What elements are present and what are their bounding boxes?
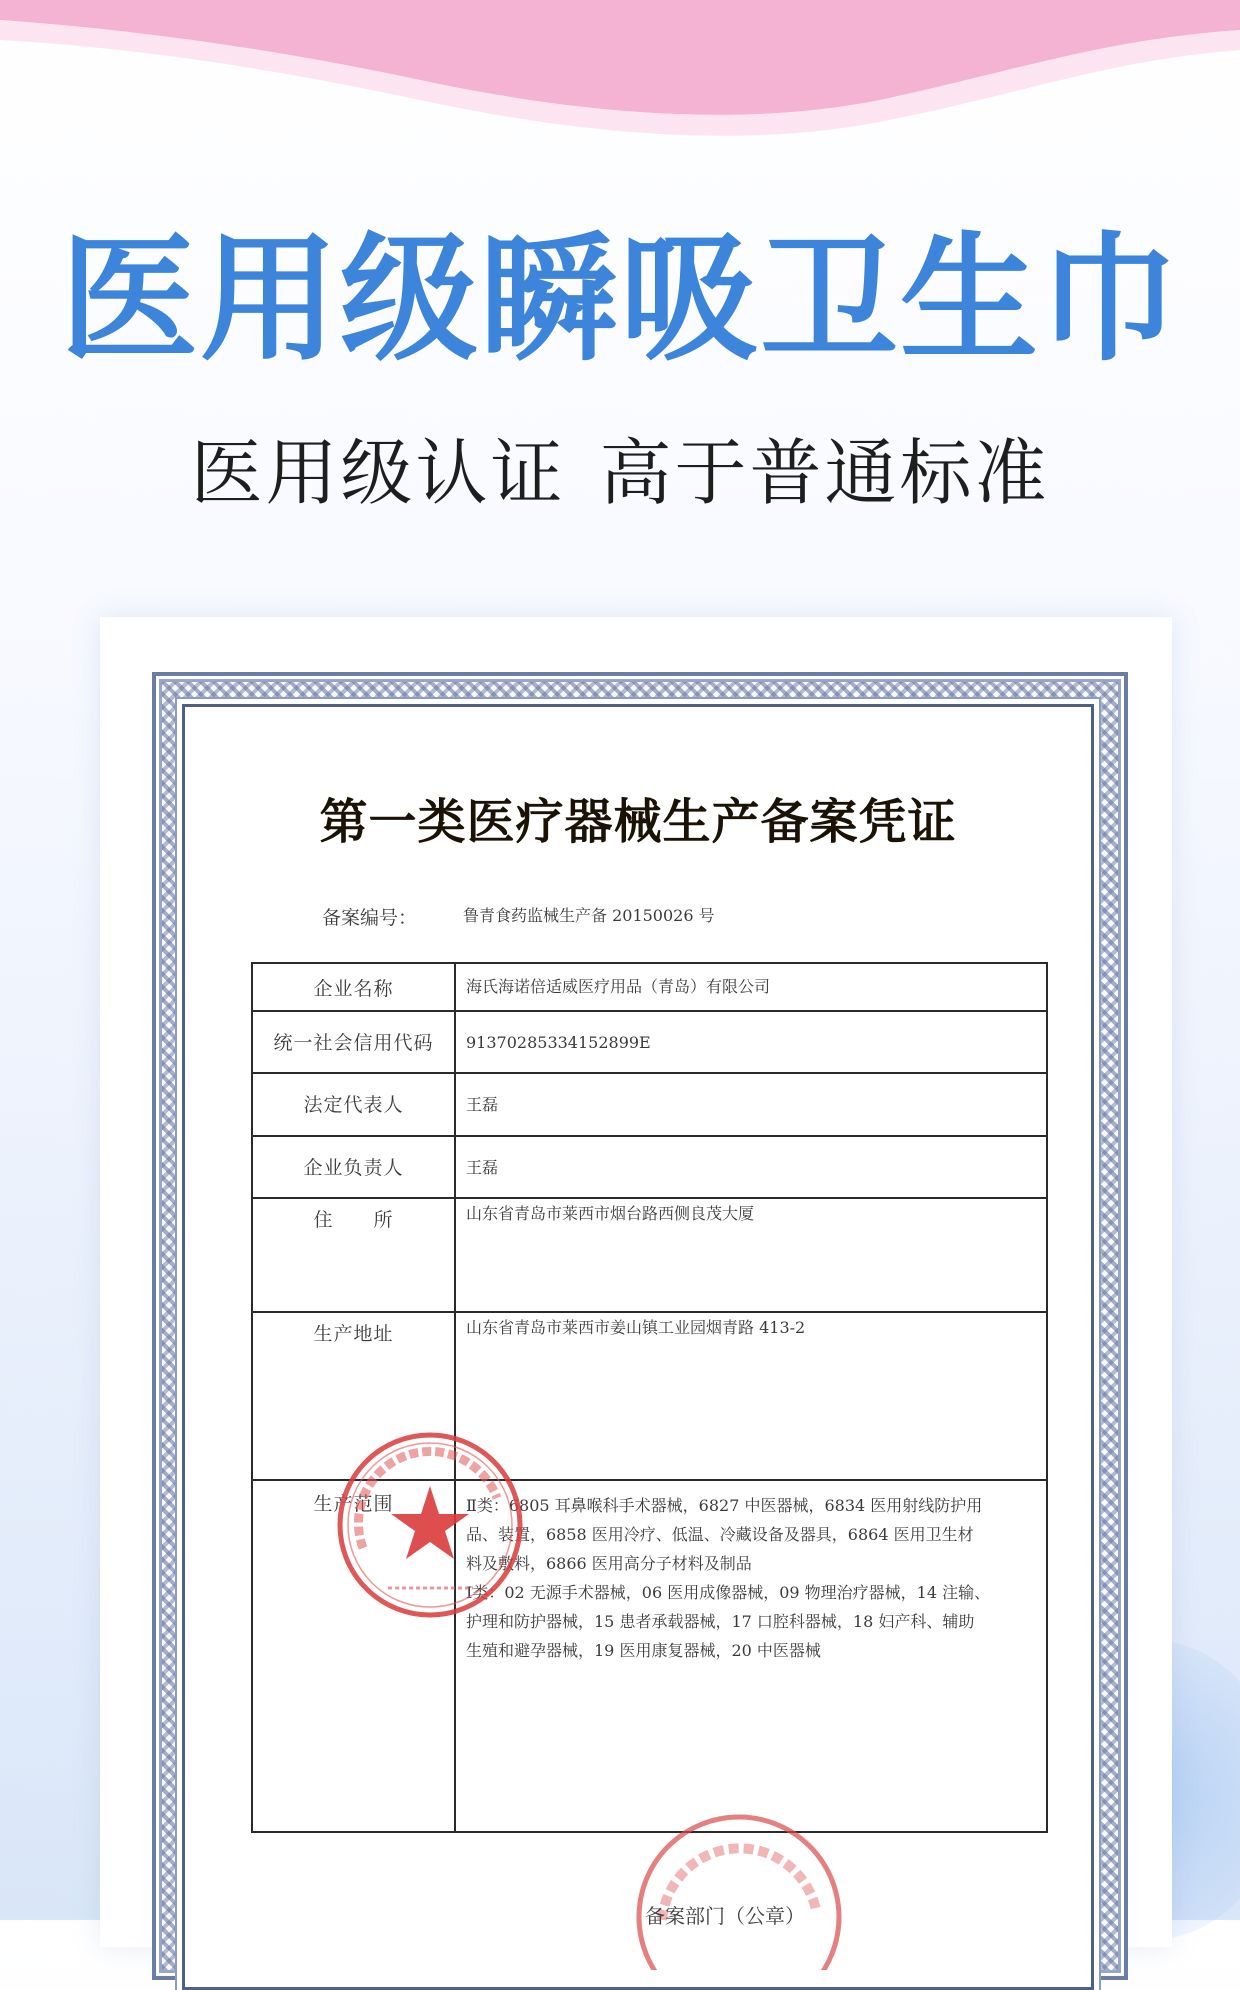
row-label-company-name: 企业名称 (313, 978, 394, 1000)
table-row (252, 1073, 1047, 1136)
row-value-production-address: 山东省青岛市莱西市姜山镇工业园烟青路 413-2 (466, 1318, 806, 1337)
registration-number-label: 备案编号： (322, 907, 418, 929)
company-seal-stamp (333, 1428, 527, 1622)
scope-line: 料及敷料，6866 医用高分子材料及制品 (466, 1554, 752, 1573)
row-value-credit-code: 91370285334152899E (466, 1033, 651, 1052)
subheadline-part2: 高于普通标准 (599, 431, 1050, 515)
scope-line: 护理和防护器械，15 患者承载器械，17 口腔科器械，18 妇产科、辅助 (466, 1612, 975, 1631)
certificate-info-table (251, 962, 1048, 1833)
row-value-address: 山东省青岛市莱西市烟台路西侧良茂大厦 (466, 1204, 755, 1223)
scope-line: 生殖和避孕器械，19 医用康复器械，20 中医器械 (466, 1641, 821, 1660)
table-row (252, 1198, 1047, 1312)
table-row (252, 963, 1047, 1011)
filing-department-label: 备案部门（公章） (645, 1904, 805, 1928)
row-label-responsible: 企业负责人 (303, 1157, 404, 1179)
top-pink-wave (0, 0, 1240, 160)
subheadline-part1: 医用级认证 (190, 431, 566, 515)
row-value-company-name: 海氏海诺倍适威医疗用品（青岛）有限公司 (466, 977, 771, 996)
scope-text-block (455, 1480, 1047, 1832)
table-row (252, 1011, 1047, 1073)
row-label-legal-rep: 法定代表人 (303, 1094, 404, 1116)
row-label-production-address: 生产地址 (313, 1323, 394, 1345)
page-subheadline (0, 425, 1240, 521)
department-seal-stamp (632, 1810, 847, 1970)
certificate-title: 第一类医疗器械生产备案凭证 (319, 794, 957, 850)
table-row (252, 1136, 1047, 1198)
row-value-legal-rep: 王磊 (466, 1095, 499, 1114)
registration-number-value: 鲁青食药监械生产备 20150026 号 (463, 906, 715, 925)
scope-line: Ⅰ类：02 无源手术器械，06 医用成像器械，09 物理治疗器械，14 注输、 (466, 1583, 991, 1602)
row-label-scope: 生产范围 (313, 1493, 394, 1515)
row-label-address: 住 所 (313, 1209, 394, 1231)
row-value-responsible: 王磊 (466, 1158, 499, 1177)
page-headline: 医用级瞬吸卫生巾 (59, 219, 1180, 380)
scope-line: Ⅱ类：6805 耳鼻喉科手术器械，6827 中医器械，6834 医用射线防护用 (466, 1496, 983, 1515)
row-label-credit-code: 统一社会信用代码 (273, 1032, 434, 1054)
scope-line: 品、装置，6858 医用冷疗、低温、冷藏设备及器具，6864 医用卫生材 (466, 1525, 974, 1544)
